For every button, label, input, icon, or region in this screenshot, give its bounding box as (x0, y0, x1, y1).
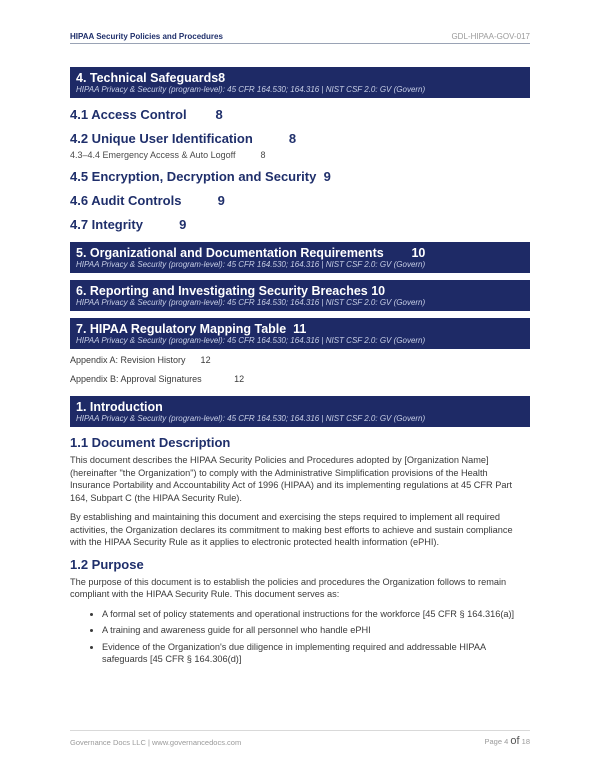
purpose-list (70, 608, 530, 666)
page-content (70, 67, 530, 670)
page-total: 18 (521, 737, 530, 746)
toc-section-6-subtitle: HIPAA Privacy & Security (program-level): 45 CFR 164.530; 164.316 | NIST CSF 2.0: GV (Govern) (76, 298, 426, 307)
toc-section-4[interactable] (70, 67, 530, 98)
page-of: of (510, 735, 520, 747)
toc-section-7[interactable] (70, 318, 530, 349)
footer-company: Governance Docs LLC | www.governancedocs.com (70, 738, 242, 747)
toc-entry-4-3[interactable]: 4.3–4.4 Emergency Access & Auto Logoff 8 (70, 150, 266, 160)
section-1-title: 1. Introduction (76, 400, 163, 414)
toc-section-6-title: 6. Reporting and Investigating Security Breaches 10 (76, 284, 386, 298)
toc-entry-4-6[interactable]: 4.6 Audit Controls 9 (70, 193, 225, 208)
section-1-header (70, 396, 530, 427)
page-footer (70, 730, 530, 747)
toc-entry-4-7[interactable]: 4.7 Integrity 9 (70, 217, 187, 232)
toc-section-7-title: 7. HIPAA Regulatory Mapping Table 11 (76, 322, 307, 336)
page-label: Page 4 (484, 737, 509, 746)
paragraph-purpose: The purpose of this document is to establish the policies and procedures the Organization follows to remain compliant with the HIPAA Security Rule. This document serves as: (70, 576, 507, 599)
toc-appendix-b[interactable]: Appendix B: Approval Signatures 12 (70, 374, 245, 384)
paragraph-description-2: By establishing and maintaining this document and exercising the steps required to implement all required activities, the Organization declares its commitment to making best efforts to achieve and sustain compliance with the HIPAA Security Rule as it applies to electronic protected health information (ePHI). (70, 512, 513, 547)
heading-document-description: 1.1 Document Description (70, 435, 231, 450)
document-id: GDL-HIPAA-GOV-017 (451, 32, 530, 41)
section-1-subtitle: HIPAA Privacy & Security (program-level): 45 CFR 164.530; 164.316 | NIST CSF 2.0: GV (Govern) (76, 414, 426, 423)
toc-section-4-title: 4. Technical Safeguards8 (76, 71, 226, 85)
toc-appendix-a[interactable]: Appendix A: Revision History 12 (70, 355, 211, 365)
toc-entry-4-2[interactable]: 4.2 Unique User Identification 8 (70, 131, 297, 146)
toc-section-5-subtitle: HIPAA Privacy & Security (program-level): 45 CFR 164.530; 164.316 | NIST CSF 2.0: GV (Govern) (76, 260, 426, 269)
paragraph-description-1: This document describes the HIPAA Security Policies and Procedures adopted by [Organization Name] (hereinafter "the Organization") to comply with the Administrative Simplification provisions of the Health Insurance Portability and Accountability Act of 1996 (HIPAA) and its implementing regulations at 45 CFR Part 164, Subpart C (the HIPAA Security Rule). (70, 455, 513, 503)
page-number (485, 735, 531, 747)
toc-entry-4-1[interactable]: 4.1 Access Control 8 (70, 107, 223, 122)
toc-entry-4-5[interactable]: 4.5 Encryption, Decryption and Security 9 (70, 169, 331, 184)
list-item: • A training and awareness guide for all personnel who handle ePHI (102, 624, 530, 637)
document-title: HIPAA Security Policies and Procedures (70, 32, 223, 41)
heading-purpose: 1.2 Purpose (70, 556, 144, 572)
toc-section-7-subtitle: HIPAA Privacy & Security (program-level): 45 CFR 164.530; 164.316 | NIST CSF 2.0: GV (Govern) (76, 336, 426, 345)
toc-section-5[interactable] (70, 242, 530, 273)
list-item: • A formal set of policy statements and operational instructions for the workforce [45 CFR § 164.316(a)] (102, 608, 530, 621)
toc-section-5-title: 5. Organizational and Documentation Requirements 10 (76, 246, 426, 260)
page-header (70, 32, 530, 44)
list-item: • Evidence of the Organization's due diligence in implementing required and addressable HIPAA safeguards [45 CFR § 164.306(d)] (102, 641, 530, 666)
toc-section-4-subtitle: HIPAA Privacy & Security (program-level): 45 CFR 164.530; 164.316 | NIST CSF 2.0: GV (Govern) (76, 85, 426, 94)
toc-section-6[interactable] (70, 280, 530, 311)
